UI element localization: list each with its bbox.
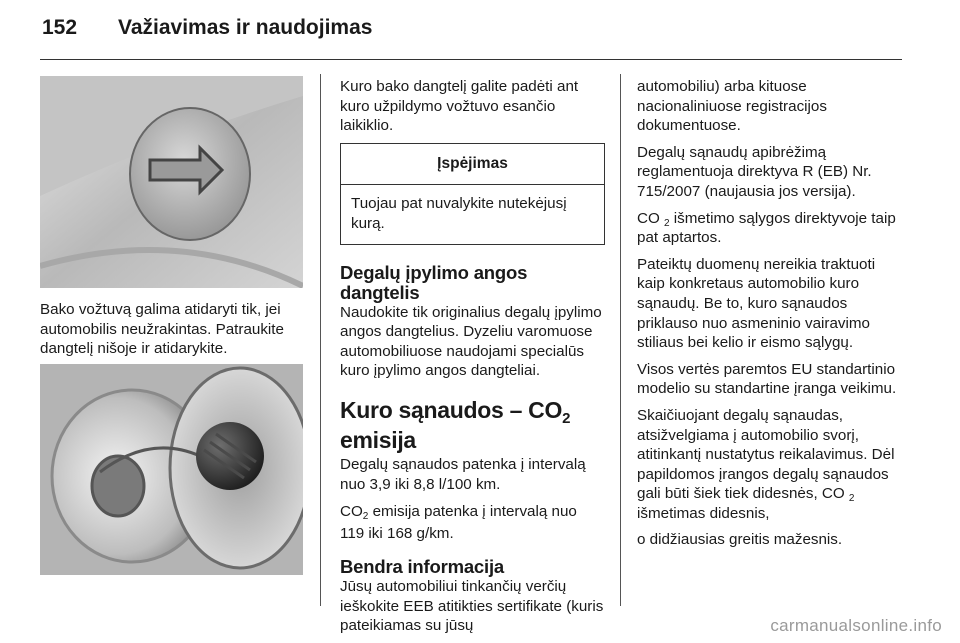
driving-style-text: Pateiktų duomenų nereikia traktuoti kaip konkretaus automobilio kuro sąnaudų. Be to, kuro sąnaudos priklauso nuo asmeninio vairavimo stiliaus bei kelio ir eismo sąlygų.: [637, 255, 876, 352]
co2-range-text: [340, 501, 605, 545]
vehicle-weight-b: išmetimas didesnis,: [637, 504, 770, 522]
column-divider-1: [320, 74, 321, 606]
vehicle-weight-text: [637, 406, 905, 524]
fuel-flap-caption: Bako vožtuvą galima atidaryti tik, jei automobilis neužrakintas. Patraukite dangtelį nišoje ir atidarykite.: [40, 301, 284, 358]
warning-box: [340, 143, 605, 245]
co2-conditions-a: CO: [637, 209, 665, 227]
caption-column-1: [40, 300, 306, 366]
column-divider-2: [620, 74, 621, 606]
consumption-heading-sub: 2: [562, 409, 571, 427]
warning-text: Tuojau pat nuvalykite nutekėjusį kurą.: [351, 195, 567, 232]
co2-conditions-sub: 2: [664, 217, 670, 229]
fuel-cap-open-photo: [40, 364, 303, 575]
warning-title: Įspėjimas: [341, 144, 604, 186]
general-info-text: Jūsų automobiliui tinkančių verčių ieškokite EEB atitikties sertifikate (kuris pateikiamas su jūsų: [340, 578, 604, 635]
co2-label: CO: [340, 503, 363, 521]
registration-docs-text: automobiliu) arba kituose nacionaliniuose registracijos dokumentuose.: [637, 78, 827, 135]
co2-range-value: emisija patenka į intervalą nuo 119 iki 168 g/km.: [340, 503, 577, 543]
vehicle-weight-a: Skaičiuojant degalų sąnaudas, atsižvelgiama į automobilio svorį, atitinkantį nustatytus reikalavimus. Dėl papildomos įrangos degalų sąnaudos gali būti šiek tiek didesnės, CO: [637, 406, 895, 503]
max-speed-text: o didžiausias greitis mažesnis.: [637, 531, 843, 549]
text-column-2: [340, 77, 605, 643]
consumption-heading-part-b: emisija: [340, 426, 416, 453]
cap-holder-text: Kuro bako dangtelį galite padėti ant kuro užpildymo vožtuvo esančio laikiklio.: [340, 78, 579, 135]
consumption-heading: [340, 395, 605, 455]
page-number: 152: [42, 16, 78, 39]
directive-text: Degalų sąnaudų apibrėžimą reglamentuoja direktyva R (EB) Nr. 715/2007 (naujausia jos versija).: [637, 143, 872, 200]
co2-sub: 2: [362, 511, 369, 523]
vehicle-weight-sub: 2: [848, 493, 855, 505]
co2-conditions-b: išmetimo sąlygos direktyvoje taip pat aptartos.: [637, 209, 896, 247]
watermark-text: carmanualsonline.info: [770, 616, 942, 635]
text-column-3: [637, 77, 905, 557]
eu-standard-text: Visos vertės paremtos EU standartinio modelio su standartine įranga veikimu.: [637, 360, 897, 398]
consumption-heading-part-a: Kuro sąnaudos – CO: [340, 396, 563, 423]
chapter-title: Važiavimas ir naudojimas: [118, 16, 373, 39]
consumption-range-text: Degalų sąnaudos patenka į intervalą nuo 3,9 iki 8,8 l/100 km.: [340, 455, 586, 493]
fuel-cap-text: Naudokite tik originalius degalų įpylimo angos dangtelius. Dyzeliu varomuose automobiliuose naudojami specialūs kuro įpylimo angos dangteliai.: [340, 303, 602, 380]
header-divider: [40, 59, 902, 60]
co2-conditions-text: [637, 209, 905, 248]
general-info-heading: Bendra informacija: [340, 556, 504, 578]
fuel-flap-closed-photo: [40, 76, 303, 288]
fuel-cap-heading: Degalų įpylimo angos dangtelis: [340, 261, 528, 303]
